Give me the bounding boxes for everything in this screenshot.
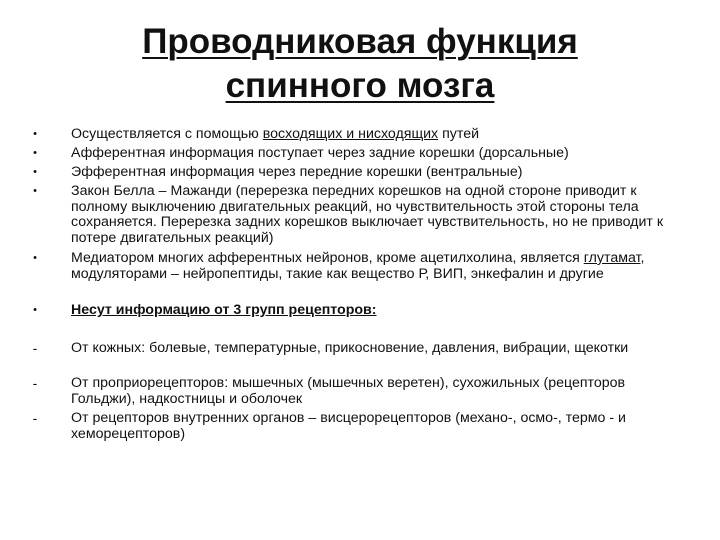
list-item-efferent: [33, 164, 671, 181]
bullet-marker: •: [33, 166, 37, 178]
item-text: От проприорецепторов: мышечных (мышечных веретен), сухожильных (рецепторов Гольджи), надкостницы и оболочек: [71, 375, 626, 407]
list-item-proprioceptors: [32, 375, 671, 407]
list-item-receptor-groups: [33, 302, 671, 319]
item-text: путей: [438, 126, 480, 142]
item-text: Афферентная информация поступает через задние корешки (дорсальные): [71, 145, 569, 161]
list-item-bell-magendie: [33, 183, 671, 246]
list-item-mediator: [33, 250, 671, 282]
item-text: Эфферентная информация через передние корешки (вентральные): [71, 164, 523, 180]
item-text: От кожных: болевые, температурные, прикосновение, давления, вибрации, щекотки: [71, 340, 629, 356]
item-text: Осуществляется с помощью: [71, 126, 263, 142]
item-text: Закон Белла – Мажанди (перерезка передних корешков на одной стороне приводит к полному выключению двигательных реакций, но чувствительность этой стороны тела сохраняется. Перерезка задних корешков выключает чувствительность, но не приводит к потере двигательных реакций): [71, 183, 664, 246]
bullet-marker: •: [33, 304, 37, 316]
list-item-afferent: [33, 145, 671, 162]
dash-marker: -: [32, 410, 38, 426]
bullet-marker: •: [33, 252, 37, 264]
bullet-marker: •: [33, 128, 37, 140]
item-text: Несут информацию от 3 групп рецепторов:: [71, 302, 377, 318]
item-text: , модуляторами – нейропептиды, такие как вещество Р, ВИП, энкефалин и другие: [71, 250, 645, 282]
item-text: От рецепторов внутренних органов – висцерорецепторов (механо-, осмо-, термо - и хеморецепторов): [71, 410, 626, 442]
bullet-marker: •: [33, 185, 37, 197]
list-item-pathways: [33, 126, 671, 143]
list-item-skin-receptors: [32, 340, 671, 357]
bullet-marker: •: [33, 147, 37, 159]
item-text: Медиатором многих афферентных нейронов, кроме ацетилхолина, является: [71, 250, 584, 266]
title-line-1: Проводниковая функция: [142, 22, 578, 61]
glutamate-link[interactable]: глутамат: [583, 250, 641, 266]
list-item-visceroreceptors: [32, 410, 671, 442]
dash-marker: -: [32, 375, 38, 391]
dash-marker: -: [32, 340, 38, 356]
pathways-link[interactable]: восходящих и нисходящих: [262, 126, 439, 142]
title-line-2: спинного мозга: [225, 66, 495, 105]
